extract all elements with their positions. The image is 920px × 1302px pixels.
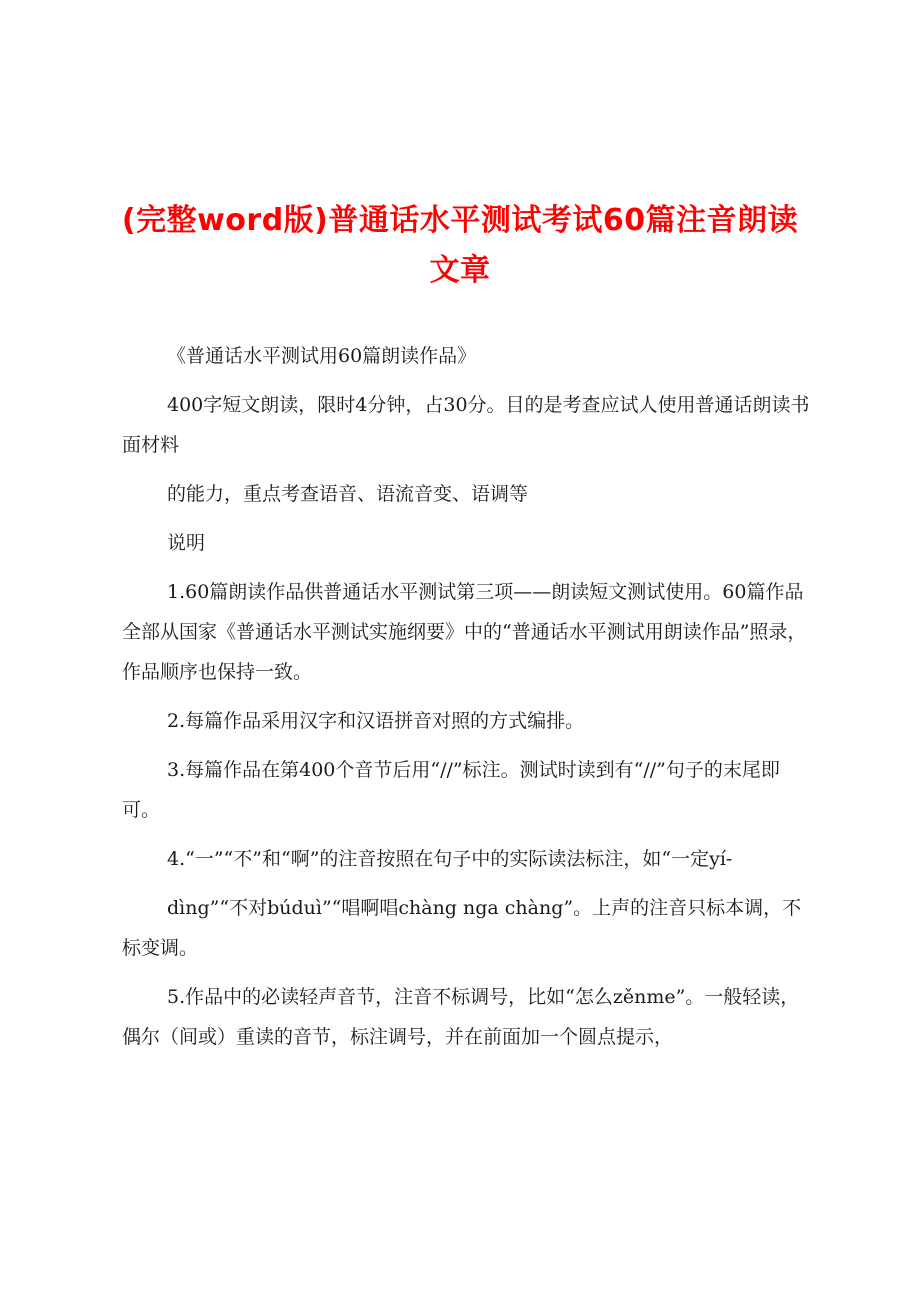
paragraph-note-4-continued: dìng”“不对búduì”“唱啊唱chàng nga chàng”。上声的注音只标本调，不标变调。	[122, 897, 802, 959]
paragraph-notes-heading: 说明	[167, 532, 206, 554]
paragraph-intro-continued: 的能力，重点考查语音、语流音变、语调等	[167, 483, 529, 505]
paragraph-note-2: 2.每篇作品采用汉字和汉语拼音对照的方式编排。	[167, 710, 585, 732]
document-body	[122, 336, 810, 1066]
paragraph-note-4: 4.“一”“不”和“啊”的注音按照在句子中的实际读法标注，如“一定yí-	[167, 848, 733, 870]
paragraph-intro: 400字短文朗读，限时4分钟，占30分。目的是考查应试人使用普通话朗读书面材料	[122, 394, 810, 456]
paragraph-note-3: 3.每篇作品在第400个音节后用“//”标注。测试时读到有“//”句子的末尾即可。	[122, 759, 780, 821]
paragraph-note-5: 5.作品中的必读轻声音节，注音不标调号，比如“怎么zěnme”。一般轻读，偶尔（间或）重读的音节，标注调号，并在前面加一个圆点提示，	[122, 986, 800, 1048]
paragraph-work-title: 《普通话水平测试用60篇朗读作品》	[167, 345, 477, 367]
document-title: (完整word版)普通话水平测试考试60篇注音朗读文章	[121, 203, 799, 288]
paragraph-note-1: 1.60篇朗读作品供普通话水平测试第三项——朗读短文测试使用。60篇作品全部从国家《普通话水平测试实施纲要》中的“普通话水平测试用朗读作品”照录，作品顺序也保持一致。	[122, 581, 807, 683]
